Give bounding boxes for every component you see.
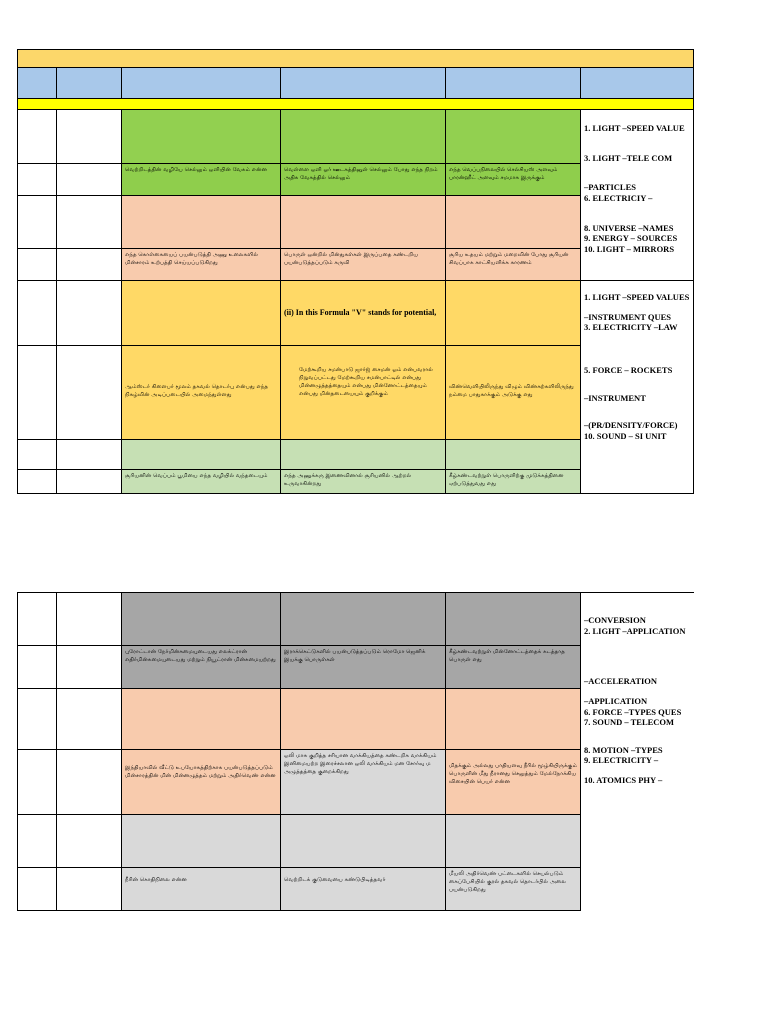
num-cell xyxy=(17,814,57,868)
num-cell xyxy=(17,469,57,494)
label-cell xyxy=(56,688,122,750)
topics-list-c xyxy=(580,592,694,911)
topic-item: 8. MOTION –TYPES xyxy=(584,744,663,755)
topic-item: 7. SOUND – TELECOM xyxy=(584,717,675,728)
topic-item: –INSTRUMENT xyxy=(584,392,646,403)
question-cell xyxy=(445,439,581,470)
question-cell: இராக்கெட்டுகளில் பயன்படுத்தப்படும் ரொமோ ஜெனிக் இயக்கு பொருள்கள் xyxy=(280,645,446,689)
label-cell xyxy=(56,163,122,196)
topic-item: 6. ELECTRICIY – xyxy=(584,192,653,203)
question-cell: நீரின் கொதிநிலை என்ன xyxy=(121,867,281,911)
topic-item: 3. ELECTRICITY –LAW xyxy=(584,322,678,333)
topic-item: –ACCELERATION xyxy=(584,676,658,687)
header-cell-4 xyxy=(280,67,446,99)
num-cell xyxy=(17,195,57,249)
num-cell xyxy=(17,248,57,281)
topic-item: 1. LIGHT –SPEED VALUE xyxy=(584,123,685,133)
label-cell xyxy=(56,280,122,346)
question-cell xyxy=(121,195,281,249)
question-cell: இந்தியாவில் வீட்டு உபயோகத்திற்காக பயன்படுத்தப்படும் மின்சாரத்தின் மின் மின்னழுத்தம் மற்றும் அதிர்வெண் என்ன xyxy=(121,749,281,815)
question-cell: சூரியனின் வெப்பம் பூமியை எந்த வழியில் வந்தடையும் xyxy=(121,469,281,494)
question-cell xyxy=(280,195,446,249)
question-cell: பொருள் ஒன்றில் மின்துகள்கள் இருப்பதை கண்டறிய பயன்படுத்தப்படும் கருவி xyxy=(280,248,446,281)
question-cell: புரோட்டான் நேர்மின்சுமையுடையது எலக்ட்ரான் எதிர்மின்சுமையுடையது மற்றும் நியூட்ரான் மின்சுமையற்றது xyxy=(121,645,281,689)
question-cell xyxy=(121,280,281,346)
header-cell-2 xyxy=(56,67,122,99)
topic-item: 1. LIGHT –SPEED VALUES xyxy=(584,292,690,302)
question-cell: மீயலி அதிர்வெண் பட்டைகளில் செயல்படும் கைப்பேசியில் குரல் தகவல் தொடர்பில் அலை பயன்படுகிறது xyxy=(445,867,581,911)
header-cell-6 xyxy=(580,67,694,99)
question-cell xyxy=(445,109,581,164)
label-cell xyxy=(56,195,122,249)
header-cell-1 xyxy=(17,67,57,99)
label-cell xyxy=(56,439,122,470)
question-cell: விண்வெளியிலிருந்து விழும் விண்கற்களிலிருந்து நம்மை பாதுகாக்கும் அடுக்கு எது xyxy=(445,345,581,440)
num-cell xyxy=(17,688,57,750)
topic-item: 5. FORCE – ROCKETS xyxy=(584,364,673,375)
label-cell xyxy=(56,867,122,911)
topic-item: –INSTRUMENT QUES xyxy=(584,311,671,322)
topic-item: 6. FORCE –TYPES QUES xyxy=(584,706,682,717)
header-cell-3 xyxy=(121,67,281,99)
question-cell xyxy=(280,688,446,750)
formula-cell: (ii) In this Formula "V" stands for potential, xyxy=(280,280,446,346)
title-bar xyxy=(17,49,694,68)
question-cell xyxy=(280,592,446,646)
question-cell xyxy=(280,109,446,164)
num-cell xyxy=(17,439,57,470)
topic-item: 2. LIGHT –APPLICATION xyxy=(584,625,686,636)
question-cell xyxy=(445,592,581,646)
question-cell: ஒலி மாசு குறித்த சரியான வாக்கியத்தை கண்டறிக வாக்கியம் இனிமையற்ற இரைச்சலான ஒலி வாக்கியம் மன சோர்வு ம அழுத்தத்தை குறைக்கிறது xyxy=(280,749,446,815)
topic-item: 3. LIGHT –TELE COM xyxy=(584,152,673,163)
topic-item: –(PR/DENSITY/FORCE) xyxy=(584,420,678,431)
question-cell xyxy=(445,195,581,249)
question-cell xyxy=(280,439,446,470)
question-cell: வெற்றிடத்தின் வழியே செல்லும் ஒளியின் வேகம் என்ன xyxy=(121,163,281,196)
topic-item: –PARTICLES xyxy=(584,182,636,193)
num-cell xyxy=(17,592,57,646)
num-cell xyxy=(17,345,57,440)
question-cell xyxy=(121,814,281,868)
num-cell xyxy=(17,280,57,346)
topics-list-a xyxy=(580,109,694,281)
question-cell: கீழ்கண்டவற்றுள் மின்னோட்டத்தைக் கடத்தாத பொருள் எது xyxy=(445,645,581,689)
topic-item: –CONVERSION xyxy=(584,615,646,625)
num-cell xyxy=(17,867,57,911)
header-cell-5 xyxy=(445,67,581,99)
label-cell xyxy=(56,469,122,494)
topic-item: –APPLICATION xyxy=(584,695,648,706)
question-cell: ஆம்ஸ்டர் கிளைபர் மூலம் தகவல் தொடர்பு என்பது எந்த நிகழ்வின் அடிப்படையில் அமைந்துள்ளது xyxy=(121,345,281,440)
question-cell xyxy=(121,592,281,646)
question-cell: மேற்கூறிய சமன்பாடு ஜார்ஜ் சைமன் ஓம் என்பவரால் நிறுவப்பட்டது மேற்கூறிய சமன்பாட்டில் என்பது மின்னழுத்தத்தையும் என்பது மின்னோட்டத்தையும் என்பது மின்தடையையும் குறிக்கும் xyxy=(280,345,446,440)
topic-item: 10. ATOMICS PHY – xyxy=(584,775,663,785)
question-cell xyxy=(121,439,281,470)
topics-list-b xyxy=(580,280,694,494)
question-cell: வெற்றிடக் குடுவையை கண்டுபிடித்தவர் xyxy=(280,867,446,911)
question-cell: எந்த அணுக்கரு இணைவினால் சூரியனில் ஆற்றல் உருவாகின்றது xyxy=(280,469,446,494)
topic-item: 9. ELECTRICITY – xyxy=(584,755,659,766)
num-cell xyxy=(17,163,57,196)
label-cell xyxy=(56,345,122,440)
label-cell xyxy=(56,592,122,646)
label-cell xyxy=(56,814,122,868)
topic-item: 8. UNIVERSE –NAMES xyxy=(584,222,674,233)
question-cell xyxy=(121,688,281,750)
num-cell xyxy=(17,109,57,164)
question-cell: எந்த வெப்பநிலையில் செல்சியஸ் அளவும் பாரன்ஹீட் அளவும் சமமாக இருக்கும் xyxy=(445,163,581,196)
question-cell: வெள்ளை ஒளி ஓர் ஊடகத்தினுள் செல்லும் போது எந்த நிறம் அதிக வேகத்தில் செல்லும் xyxy=(280,163,446,196)
topic-item: 10. SOUND – SI UNIT xyxy=(584,430,667,441)
label-cell xyxy=(56,749,122,815)
question-cell: எந்த கொள்கையைப் பயன்படுத்தி அணு உலைகளில் மின்சாரம் உற்பத்தி செய்யப்படுகிறது xyxy=(121,248,281,281)
question-cell xyxy=(445,814,581,868)
question-cell xyxy=(121,109,281,164)
num-cell xyxy=(17,749,57,815)
label-cell xyxy=(56,248,122,281)
question-cell: சூரிய உதயம் மற்றும் மறைவின் போது சூரியன் சிவப்பாக காட்சியளிக்க காரணம் xyxy=(445,248,581,281)
question-cell xyxy=(280,814,446,868)
question-cell xyxy=(445,688,581,750)
label-cell xyxy=(56,645,122,689)
num-cell xyxy=(17,645,57,689)
question-cell: கீழ்கண்டவற்றுள் பொருளிற்கு முடுக்கத்தினை ஏற்படுத்துவது எது xyxy=(445,469,581,494)
question-cell: மிதக்கும் அல்லது பாதியளவு நீரில் மூழ்கியிருக்கும் பொருளின் மீது நீரானது செலுத்தும் மேல்நோக்கிய விசையின் பெயர் என்ன xyxy=(445,749,581,815)
topic-item: 10. LIGHT – MIRRORS xyxy=(584,243,675,254)
label-cell xyxy=(56,109,122,164)
topic-item: 9. ENERGY – SOURCES xyxy=(584,233,678,244)
question-cell xyxy=(445,280,581,346)
